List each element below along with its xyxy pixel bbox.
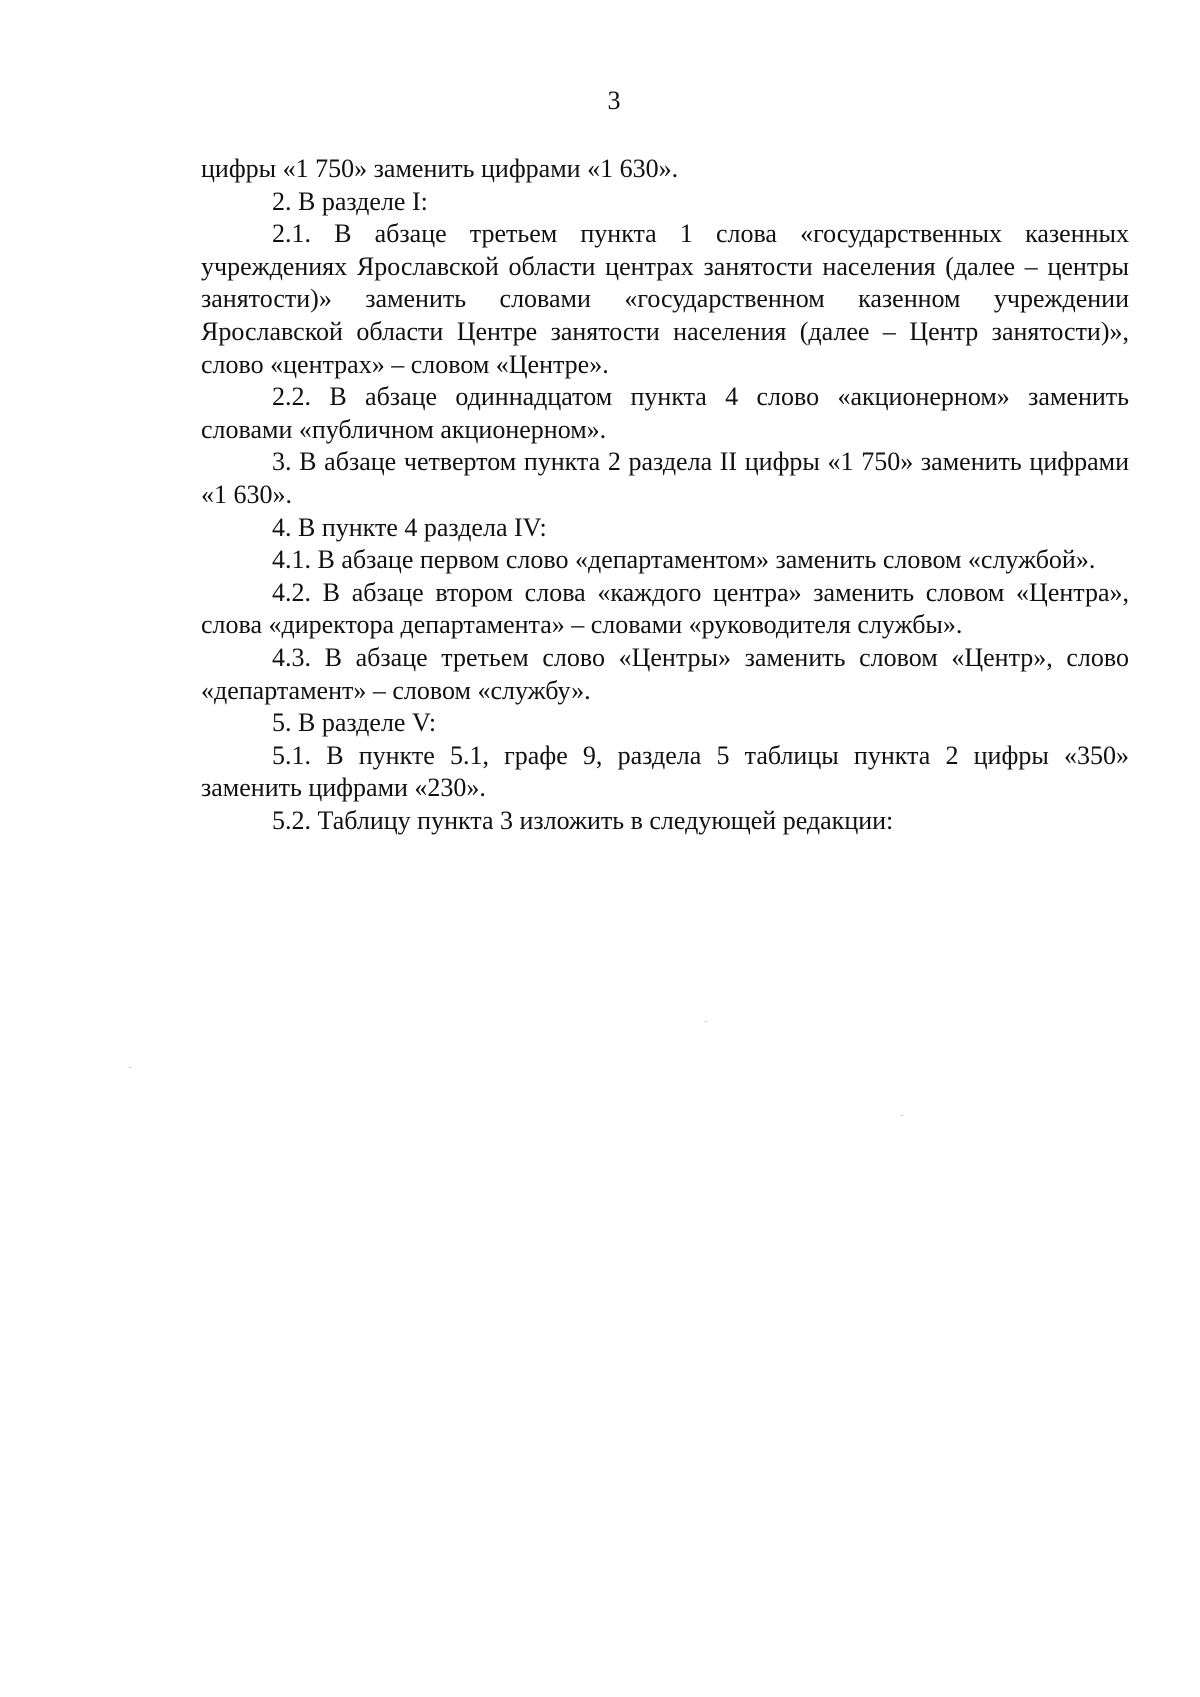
paragraph-item-4: 4. В пункте 4 раздела IV: <box>272 512 547 542</box>
page-number: 3 <box>607 86 621 115</box>
scan-speck <box>705 1021 707 1022</box>
paragraph-item-4-2: 4.2. В абзаце втором слова «каждого центра» заменить словом «Центра», слова «директора департамента» – словами «руководителя службы». <box>201 577 1129 640</box>
paragraph-item-3: 3. В абзаце четвертом пункта 2 раздела II цифры «1 750» заменить цифрами «1 630». <box>201 447 1129 509</box>
paragraph-item-4-1: 4.1. В абзаце первом слово «департаментом» заменить словом «службой». <box>272 545 1096 575</box>
paragraph-item-5: 5. В разделе V: <box>272 708 437 738</box>
paragraph-item-2-1: 2.1. В абзаце третьем пункта 1 слова «государственных казенных учреждениях Ярославской области центрах занятости населения (далее – центры занятости)» заменить словами «государственном казенном учреждении Ярославской области Центре занятости населения (далее – Центр занятости)», слово «центрах» – словом «Центре». <box>201 219 1129 379</box>
paragraph-item-5-1: 5.1. В пункте 5.1, графе 9, раздела 5 таблицы пункта 2 цифры «350» заменить цифрами «230». <box>201 740 1129 803</box>
paragraph-continuation: цифры «1 750» заменить цифрами «1 630». <box>201 154 679 183</box>
paragraph-item-5-2: 5.2. Таблицу пункта 3 изложить в следующей редакции: <box>272 805 894 835</box>
document-body <box>201 153 1129 837</box>
paragraph-item-2-2: 2.2. В абзаце одиннадцатом пункта 4 слово «акционерном» заменить словами «публичном акционерном». <box>201 382 1129 444</box>
scan-speck <box>901 1115 903 1116</box>
scan-speck <box>129 1067 131 1068</box>
paragraph-item-2: 2. В разделе I: <box>272 186 428 216</box>
paragraph-item-4-3: 4.3. В абзаце третьем слово «Центры» заменить словом «Центр», слово «департамент» – словом «службу». <box>201 642 1129 705</box>
